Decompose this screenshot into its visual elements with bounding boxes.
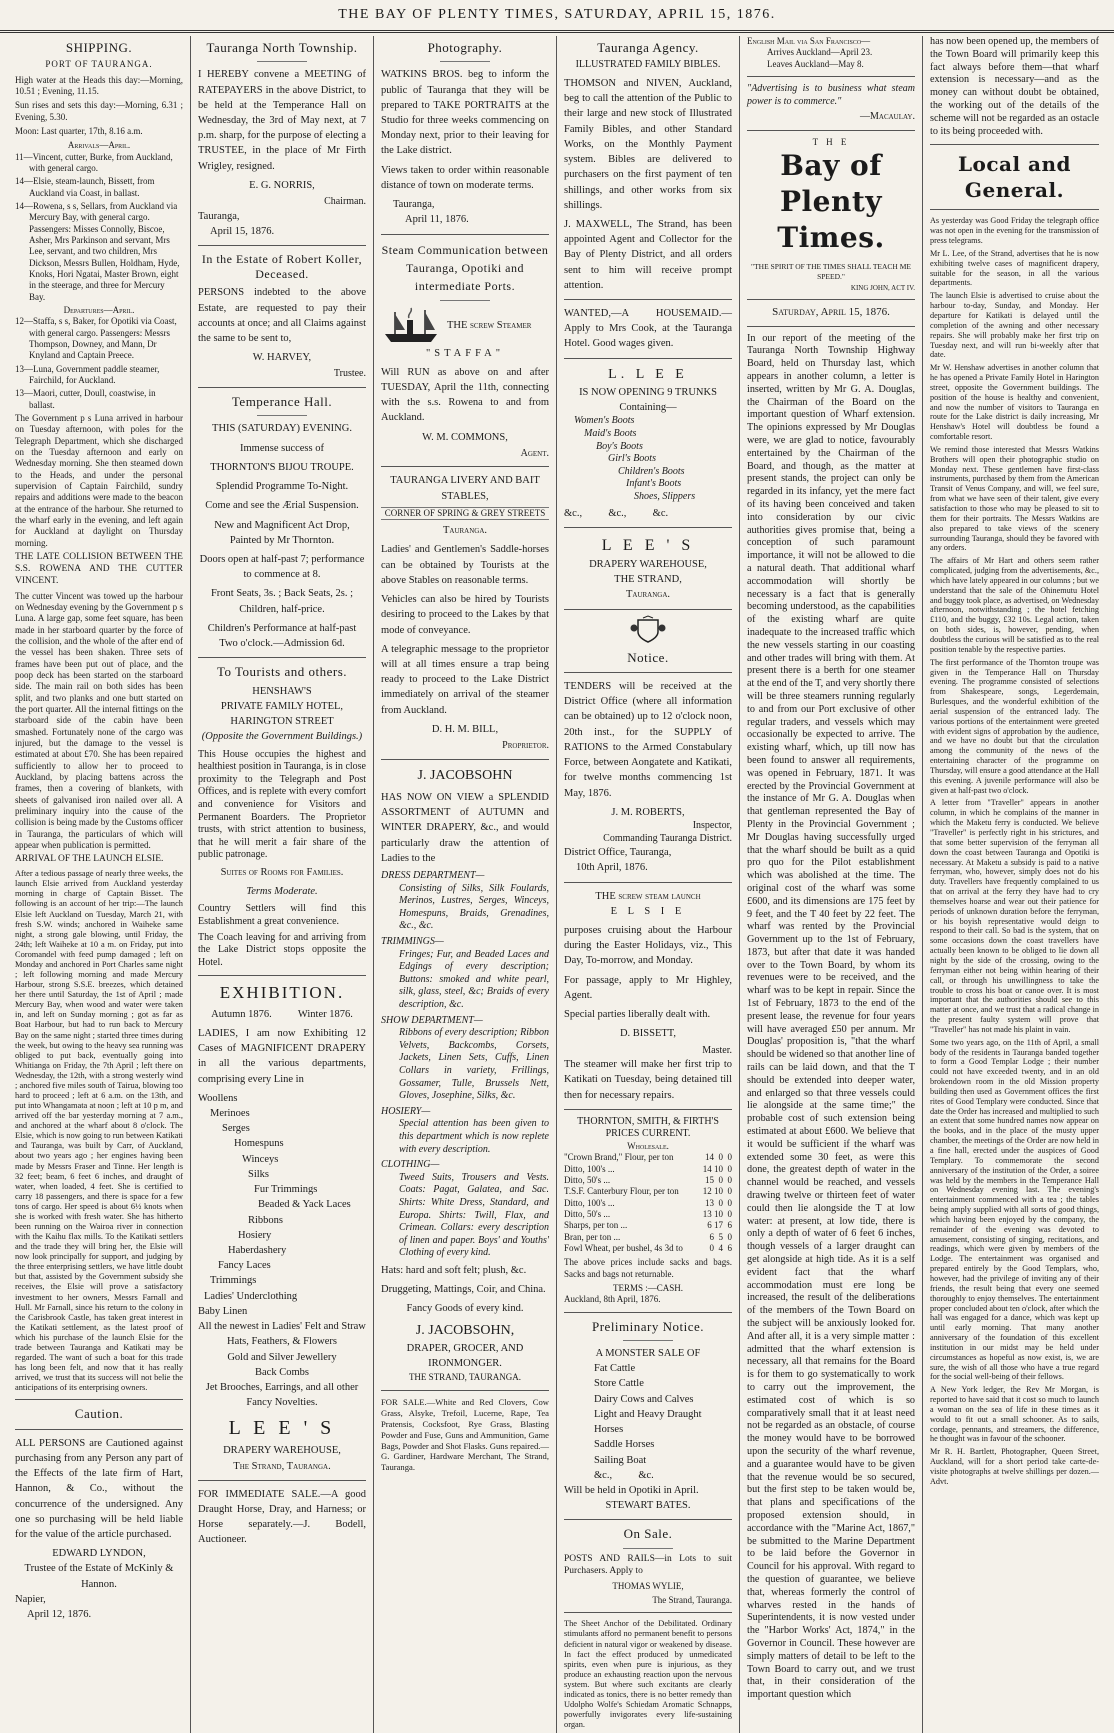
dress-heading: DRESS DEPARTMENT— bbox=[381, 870, 485, 882]
paper-motto: "THE SPIRIT OF THE TIMES SHALL TEACH ME SPEED." bbox=[751, 262, 911, 281]
sun-times: Sun rises and sets this day:—Morning, 6.31 ; Evening, 5.30. bbox=[15, 100, 183, 122]
price-row: T.S.F. Canterbury Flour, per ton 12 10 0 bbox=[564, 1186, 732, 1197]
sheet-anchor: The Sheet Anchor of the Debilitated. Ordinary stimulants afford no permanent benefit to persons deficient in natural vigor or weakened by disease. In fact the effect produced by unmedicated spirits, even when pure is injurious, as they produce an exhausting reaction upon the nervous system. But where such excitants are clearly indicated as tonics, there is no better remedy than Udolpho Wolfe's Schiedam Aromatic Schnapps, powerfully invigorates every life-sustaining organ. bbox=[564, 1619, 732, 1730]
photography-place: Tauranga, bbox=[393, 199, 435, 211]
price-row: Ditto, 50's ... 13 10 0 bbox=[564, 1208, 732, 1219]
hall-doors: Doors open at half-past 7; performance to commence at 8. bbox=[199, 553, 365, 581]
elsie-report: After a tedious passage of nearly three weeks, the launch Elsie arrived from Auckland yesterday morning in charge of Captain Bisset. The following is an account of her trip:—The launch Elsie left Auckland on Tuesday, March 21, with fresh S.W. winds; anchored in Waiheke same night, a strong gale blowing, until Friday, the 24th; left Waiheke at 10 a m. on Friday, put into Coromandel with feed pump damaged ; left on Monday and anchored in Port Charles same night ; left following morning and made Mercury Harbour, strong S.S.E. breezes, which detained her there until Saturday, the 1st of April ; made Mercury Bay, when wood and water were taken in, and left on Sunday morning ; got as far as Boat Harbour, but had to run back to Mercury Bay on the same night ; started three times during the week, but owing to the heavy sea running was obliged to put back, eventually going into Whitianga on Friday, the 7th April ; left there on Wednesday, the 12th, with a strong westerly wind ; anchored five miles south of Tairua, blowing too hard to proceed ; left at 6 a.m. on the 13th, and put into Whangamata at noon ; left at 10 p m, and arrived off the bar yesterday morning at 7 a.m., and anchored at the wharf about 8 o'clock. The Elsie, which is now going to run between Katikati and Tauranga, was built by Carr, of Auckland, about two years ago ; her engines having been made by Messrs Fraser and Tinne. Her length is 32 feet; beam, 6 feet 6 inches, and draught of water, when loaded, 4 feet. She is certified to carry 18 passengers, and there is space for a few tons of cargo. Her speed is about 6½ knots when she is worked with fresh water. She has hitherto been running on the Wairoa river in connection with the Kaihu flax mills. To the Katikati settlers and the trade they will bring her, the Elsie will now look principally for support, and judging by the three enterprising settlers, we have little doubt but that, assisted by the Government subsidy she receives, the Elsie will prove a satisfactory investment to her owners, Messrs Farnall and Hull. Mr Farnall, since his return to the colony in the Carisbrook Castle, has taken great interest in the Katikati settlement, as the latest proof of which his purchase of the launch Elsie for the trade between Tauranga and Katikati may be regarded. The want of such a boat for this trade has long been felt, and now that it has really arrived, we trust that its success will not belie the anticipations of its enterprising owners. bbox=[15, 869, 183, 1393]
livery-title: TAURANGA LIVERY AND BAIT STABLES, bbox=[390, 475, 540, 502]
lee-opening: IS NOW OPENING 9 TRUNKS bbox=[579, 386, 717, 398]
hotel-owner: HENSHAW'S bbox=[252, 685, 312, 697]
mail-leaves: Leaves Auckland—May 8. bbox=[767, 58, 864, 69]
launch-name: E L S I E bbox=[610, 905, 686, 917]
township-signature: E. G. NORRIS, bbox=[249, 179, 315, 191]
price-row: Fowl Wheat, per bushel, 4s 3d to 0 4 6 bbox=[564, 1242, 732, 1253]
hall-success: Immense success of bbox=[240, 442, 324, 454]
tender-notice: TENDERS will be received at the District Office (where all information can be obtained) up to 12 o'clock noon, 20th inst., for the SUPPLY of RATIONS to the Armed Constabulary Force, between Aongatete and Katikati, for twelve months commencing 1st May, 1876. bbox=[564, 681, 732, 799]
local-item: Mr L. Lee, of the Strand, advertises that he is now exhibiting twelve cases of magnificent drapery, suitable for the season, in all the various departments. bbox=[930, 248, 1099, 288]
photography-title: Photography. bbox=[427, 40, 503, 55]
paper-motto-source: KING JOHN, ACT IV. bbox=[850, 283, 915, 292]
steam-title: Steam Communication between Tauranga, Opotiki and intermediate Ports. bbox=[381, 242, 549, 293]
exhibition-felt: All the newest in Ladies' Felt and Straw Hats, Feathers, & Flowers bbox=[198, 1321, 366, 1348]
caution-notice: ALL PERSONS are Cautioned against purchasing from any Person any part of the Effects of the late firm of Hart, Hannon, & Co., without the concurrence of the undersigned. Any one so purchasing will be held liable for the value of the article purchased. bbox=[15, 1437, 183, 1540]
hall-children: Children's Performance at half-past Two o'clock.—Admission 6d. bbox=[207, 622, 357, 650]
clothing-heading: CLOTHING— bbox=[381, 1159, 440, 1171]
departure-item: 13—Maori, cutter, Doull, coastwise, in ballast. bbox=[15, 388, 156, 410]
arrival-item: 14—Rowena, s s, Sellars, from Auckland via Mercury Bay, with general cargo. Passengers: Misses Connolly, Biscoe, Asher, Mrs Parkinson and servant, Mrs Lee, servant, and two children, Mrs Dickson, Messrs Bullen, Holdham, Hyde, Knoks, Hori Ngatai, Master Brown, eight in the steerage, and three for Mercury Bay. bbox=[15, 200, 180, 302]
quote-author: —Macaulay. bbox=[860, 111, 915, 123]
exhibition-item: Woollens bbox=[198, 1092, 238, 1104]
jacobsohn-footer-name: J. JACOBSOHN, bbox=[415, 1322, 515, 1338]
livery-place: Tauranga. bbox=[442, 525, 488, 537]
exhibition-combs: Back Combs bbox=[255, 1366, 309, 1378]
column-shipping bbox=[8, 36, 191, 1733]
price-row: "Crown Brand," Flour, per ton 14 0 0 bbox=[564, 1152, 732, 1163]
jacobsohn-text: HAS NOW ON VIEW a SPLENDID ASSORTMENT of AUTUMN and WINTER DRAPERY, &c., and would particularly draw the attention of Ladies to the bbox=[381, 791, 549, 864]
hotel-coach: The Coach leaving for and arriving from the Lake District stops opposite the Hotel. bbox=[198, 931, 366, 968]
price-row: Ditto, 100's ... 14 10 0 bbox=[564, 1163, 732, 1174]
masthead: THE BAY OF PLENTY TIMES, SATURDAY, APRIL 15, 1876. bbox=[0, 0, 1114, 33]
show-heading: SHOW DEPARTMENT— bbox=[381, 1014, 483, 1026]
township-title: Tauranga North Township. bbox=[206, 40, 358, 55]
township-place: Tauranga, bbox=[198, 210, 240, 222]
column-agency bbox=[557, 36, 740, 1733]
lee-item: Boy's Boots bbox=[596, 440, 643, 452]
on-sale-address: The Strand, Tauranga. bbox=[652, 1595, 732, 1606]
launch-text: purposes cruising about the Harbour during the Easter Holidays, viz., This Day, To-morrow, and Monday. bbox=[564, 925, 732, 967]
exhibition-gold: Gold and Silver Jewellery bbox=[227, 1351, 337, 1363]
hosiery-heading: HOSIERY— bbox=[381, 1105, 431, 1117]
column-editorial bbox=[740, 36, 923, 1733]
exhibition-item: Ladies' Underclothing bbox=[204, 1290, 298, 1302]
clothing-text: Tweed Suits, Trousers and Vests. Coats: Pagat, Galatea, and Sac. Shirts: White Dress, Standard, and Europa. Shirts: Twill, Flax, and Crimean. Collars: every description of linen and paper. Boys' and Youths' Clothing of every kind. bbox=[399, 1171, 549, 1259]
preliminary-item: &c., &c. bbox=[594, 1469, 654, 1481]
local-item: A New York ledger, the Rev Mr Morgan, is reported to have said that it cost so much to launch a woman on the sea of life in these times as it would to fit out a small schooner. As to sails, cordage, pennants, and streamers, the difference, he thought was in favour of the schooner. bbox=[930, 1385, 1099, 1444]
local-item: We remind those interested that Messrs Watkins Brothers will open their photographic studio on Monday next. These gentlemen have first-class instruments, purchased by them from the American Transit of Venus Company, and will, we feel sure, from what we have seen of their talent, give every satisfaction to those who may be pleased to sit to them for their portraits. The Messrs Watkins are also prepared to take views of the scenery surrounding Tauranga, should they be favored with any orders. bbox=[930, 444, 1099, 553]
housemaid-wanted: WANTED,—A HOUSEMAID.—Apply to Mrs Cook, at the Tauranga Hotel. Good wages given. bbox=[564, 308, 732, 350]
jacobsohn-trade: DRAPER, GROCER, AND IRONMONGER. bbox=[406, 1342, 524, 1370]
exhibition-text: LADIES, I am now Exhibiting 12 Cases of MAGNIFICENT DRAPERY in all the various departments, comprising every Line in bbox=[198, 1027, 366, 1085]
hotel-description: This House occupies the highest and healthiest position in Tauranga, is in close proximity to the Telegraph and Post Offices, and is replete with every comfort and convenience for Visitors and Permanent Boarders. The Proprietor trusts, with strict attention to business, that he will merit a fair share of the public patronage. bbox=[198, 748, 366, 861]
launch-role: Master. bbox=[702, 1044, 732, 1056]
koller-role: Trustee. bbox=[333, 368, 366, 380]
preliminary-head: A MONSTER SALE OF bbox=[595, 1347, 701, 1359]
preliminary-item: Light and Heavy Draught Horses bbox=[594, 1408, 702, 1436]
notice-role-2: Commanding Tauranga District. bbox=[603, 832, 732, 844]
lee-item: Maid's Boots bbox=[584, 428, 637, 440]
dress-text: Consisting of Silks, Silk Foulards, Merinos, Lustres, Serges, Winceys, Homespuns, Braids, Grenadines, &c., &c. bbox=[399, 882, 549, 932]
prices-date: Auckland, 8th April, 1876. bbox=[564, 1294, 661, 1305]
exhibition-item: Trimmings bbox=[210, 1275, 257, 1287]
bibles-title: ILLUSTRATED FAMILY BIBLES. bbox=[575, 59, 721, 71]
exhibition-item: Ribbons bbox=[248, 1214, 284, 1226]
departure-item: 12—Staffa, s s, Baker, for Opotiki via Coast, with general cargo. Passengers: Messrs Thompson, Downey, and Mann, Dr Knyland and Captain Preece. bbox=[15, 316, 177, 361]
luna-report: The Government p s Luna arrived in harbour on Tuesday afternoon, with poles for the Telegraph Department, which she discharged on the Tuesday afternoon and early on Wednesday morning. She then steamed down to the Heads, and under the personal supervision of Captain Fairchild, sundry repairs and additions were made to the beacon at the entrance of the harbour. She returned to the wharf early in the evening, and left again for Auckland at daylight on Thursday morning. bbox=[15, 412, 183, 548]
lees-sub-2: DRAPERY WAREHOUSE, bbox=[589, 558, 707, 570]
lee-etc: &c., &c., &c. bbox=[564, 507, 669, 519]
horse-sale: FOR IMMEDIATE SALE.—A good Draught Horse, Dray, and Harness; or Horse separately.—J. Bodell, Auctioneer. bbox=[198, 1488, 366, 1546]
editorial-text: In our report of the meeting of the Tauranga North Township Highway Board, held on Thursday last, which appears in another column, a letter is inserted, written by Mr G. A. Douglas, the Chairman of the Board on the important question of Wharf extension. The opinions expressed by Mr Douglas were, we are glad to notice, favourably entertained by the Chairman of the Board, and though, as the matter at present stands, the project can only be regarded in its infancy, yet the mere fact of its having been conceived and taken into consideration by our civic authorities gives promise that, being a conception of such paramount importance, it will not be allowed to die a natural death. That additional wharf accommodation will shortly be necessary is a fact that is generally becoming understood, as the capabilities of the existing wharf are quite inadequate to the increased traffic which the new vessels starting in our coasting and other trades will bring with them. At present there is a berth for one steamer at the end of the T, and very shortly there will be three steamers running regularly to and from our Port exclusive of other regular traders, and vessels which may occasionally be expected to arrive. The existing wharf, which, up till now has been found to answer all requirements, was opened in February, 1871. It was erected by the Provincial Government at the instance of Mr G. A. Douglas when that gentleman represented the Bay of Plenty in the Provincial Government ; Mr Douglas having successfully urged that the wharf should be built as a quid pro quo for the Pilot establishment which was abolished at the time. The original cost of the wharf was some £600, and its dimensions are 175 feet by 9 feet, and the T 40 feet by 22 feet. The wharf was rented by the Provincial Government up to the 1st of February, 1873, but after that date it was handed over to the Town Board, by whom its revenues were to be received, and the wharf was to be kept in repair. Since the 1st of February, 1873 to the end of the present lease, the revenue for four years will have averaged £50 per annum. Mr Douglas' proposition is, "that the wharf should be widened so that another line of rails can be laid down, and that the T should be extended into deeper water, and enlarged so that three vessels could lie alongside at the same time;" the probable cost of such extension being estimated at about £600. We believe that it would be sufficient if the wharf was extended some 30 feet, as were this done, the greatest depth of water in the channel would be reached, and vessels drawing twelve or thirteen feet of water could then lie alongside the T at low water: at present, at low tide, there is only a depth of water of 6 feet 6 inches, though vessels of a larger draught can get alongside at high tide. As it is a self evident fact that the wharf accommodation must ere long be increased, the result of the deliberations of the members of the Town Board on the subject will be anxiously looked for. And after all, it is a very simple matter : admitted that the wharf extension is necessary, all that remains for the Board is for them to go systematically to work to carry out the improvement, the estimated cost of which is so comparatively small that it at least need not be regarded as an obstacle, of course the money would have to be borrowed upon the security of the wharf revenue, and a guarantee would have to be given that the revenue would be so secured, but the first step to be taken would be, that plans and specifications of the proposed extension should, in accordance with the "Marine Act, 1867," be submitted to the Marine Department to be laid before the Governor in Council for his approval. With regard to the question of guarantee, we believe that, whereas formerly the control of wharves rested in the hands of Superintendents, it is now vested under the "Harbor Works' Act, 1874," in the Governor in Council. These however are simply matters of detail to be left to the Town Board to carry out, and we trust that, in their consideration of the important question which bbox=[747, 332, 915, 1701]
hall-prices: Front Seats, 3s. ; Back Seats, 2s. ; Children, half-price. bbox=[210, 588, 354, 615]
notice-signature: J. M. ROBERTS, bbox=[611, 806, 685, 818]
exhibition-item: Winceys bbox=[242, 1153, 279, 1165]
column-notices bbox=[191, 36, 374, 1733]
livery-text-1: Ladies' and Gentlemen's Saddle-horses can be obtained by Tourists at the above Stables on reasonable terms. bbox=[381, 544, 549, 586]
preliminary-item: Store Cattle bbox=[594, 1378, 644, 1390]
steamer-signature: W. M. COMMONS, bbox=[422, 431, 508, 443]
lees-strand: THE STRAND, bbox=[614, 574, 682, 586]
exhibition-title: EXHIBITION. bbox=[219, 983, 345, 1003]
elsie-heading: ARRIVAL OF THE LAUNCH ELSIE. bbox=[15, 854, 164, 865]
hall-drop: New and Magnificent Act Drop, Painted by Mr Thornton. bbox=[214, 519, 350, 546]
seed-sale: FOR SALE.—White and Red Clovers, Cow Grass, Alsyke, Trefoil, Lucerne, Rape, Tea Pratensis, Cocksfoot, Rye Grass, Blasting Powder and Fuse, Guns and Ammunition, Game Bags, Powder and Shot Flasks. Guns repaired.—G. Gardiner, Hardware Merchant, The Strand, Tauranga. bbox=[381, 1397, 549, 1473]
port-heading: PORT OF TAURANGA. bbox=[45, 59, 153, 70]
arrivals-heading: Arrivals—April. bbox=[67, 140, 131, 151]
lees-sub: DRAPERY WAREHOUSE, bbox=[223, 1445, 341, 1457]
coat-of-arms-icon bbox=[630, 616, 666, 644]
lees-place: Tauranga. bbox=[625, 589, 671, 601]
mail-arrives: Arrives Auckland—April 23. bbox=[767, 47, 873, 58]
township-notice: I HEREBY convene a MEETING of RATEPAYERS in the above District, to be held at the Temperance Hall on Wednesday, the 3rd of May next, at 7 p.m. sharp, for the purpose of electing a TRUSTEE, in the place of Mr Firth Wrigley, resigned. bbox=[198, 69, 366, 172]
township-role: Chairman. bbox=[324, 196, 366, 208]
departures-heading: Departures—April. bbox=[63, 304, 135, 315]
exhibition-item: Fancy Laces bbox=[218, 1260, 271, 1272]
hotel-suites: Suites of Rooms for Families. bbox=[220, 866, 344, 878]
trimmings-text: Fringes; Fur, and Beaded Laces and Edgings of every description; Buttons: smoked and white pearl, silk, glass, steel, &c; Braids of every description, &c. bbox=[399, 948, 549, 1010]
livery-text-2: Vehicles can also be hired by Tourists desiring to proceed to the Lakes by that mode of conveyance. bbox=[381, 594, 549, 636]
photography-date: April 11, 1876. bbox=[405, 214, 469, 226]
exhibition-item: Merinoes bbox=[210, 1108, 250, 1119]
on-sale-title: On Sale. bbox=[623, 1526, 673, 1542]
lee-item: Children's Boots bbox=[618, 465, 685, 477]
editorial-date: Saturday, April 15, 1876. bbox=[772, 305, 890, 318]
steamer-role: Agent. bbox=[520, 447, 549, 459]
paper-title: Bay of Plenty Times. bbox=[777, 149, 885, 255]
hall-programme: Splendid Programme To-Night. bbox=[215, 481, 349, 493]
paper-the: T H E bbox=[812, 136, 850, 147]
lee-item: Girl's Boots bbox=[608, 453, 656, 465]
shipping-title: SHIPPING. bbox=[65, 40, 133, 55]
local-news-title: Local and General. bbox=[957, 152, 1072, 203]
hall-troupe: THORNTON'S BIJOU TROUPE. bbox=[210, 461, 354, 473]
newspaper-columns bbox=[8, 36, 1106, 1730]
launch-fares: Special parties liberally dealt with. bbox=[564, 1009, 711, 1021]
hotel-settlers: Country Settlers will find this Establishment a great convenience. bbox=[198, 903, 366, 927]
on-sale-text: POSTS AND RAILS—in Lots to suit Purchasers. Apply to bbox=[564, 1553, 732, 1576]
collision-report: The cutter Vincent was towed up the harbour on Wednesday evening by the Government p s Luna. A large gap, some feet square, has been made in her starboard quarter by the force of the collision, and the whole of the after end of the vessel has been shaken. Three sets of frames have been put out of place, and the poop deck has been started on the starboard side. The main rail on both sides has been split, and two planks and one butt started on the port quarter. All the internal fittings on the starboard side of the cabin have been smashed. Fortunately none of the cargo was injured, but the damage to the vessel is estimated at about £70. She has been repaired sufficiently to allow her to proceed to Auckland, by placing battens across the frames, then a covering of blankets, with sheets of galvanised iron nailed over all. A preliminary inquiry into the cause of the collision is being made by the Customs officer in Tauranga, the particulars of which will appear when publication is permitted. bbox=[15, 590, 183, 850]
editorial-continued: has now been opened up, the members of the Town Board will primarily keep this fact always before them—that wharf extension is necessary—and as the money can without doubt be obtained, the working out of the details of the scheme will not be regarded as an ostacle to its being proceeded with. bbox=[930, 36, 1099, 137]
bibles-notice: THOMSON and NIVEN, Auckland, beg to call the attention of the Public to their large and new stock of Illustrated Family Bibles, and other Standard Works, on the Monthly Payment system. Bibles are delivered to purchasers on the first payment of ten shillings, and other works from six shillings. bbox=[564, 77, 732, 211]
moon-phase: Moon: Last quarter, 17th, 8.16 a.m. bbox=[15, 126, 143, 137]
exhibition-item: Baby Linen bbox=[198, 1305, 248, 1317]
lees-name: L E E ' S bbox=[228, 1417, 336, 1440]
price-row: Ditto, 50's ... 15 0 0 bbox=[564, 1175, 732, 1185]
on-sale-signature: THOMAS WYLIE, bbox=[612, 1580, 684, 1591]
steamer-schedule: Will RUN as above on and after TUESDAY, April the 11th, connecting with the s.s. Rowena to and from Auckland. bbox=[381, 366, 549, 424]
lee-item: Infant's Boots bbox=[626, 478, 682, 490]
notice-title: Notice. bbox=[627, 649, 669, 665]
hotel-opposite: (Opposite the Government Buildings.) bbox=[201, 731, 363, 743]
mail-label: English Mail via San Francisco— bbox=[747, 36, 871, 46]
launch-intro: THE screw steam launch bbox=[595, 890, 701, 902]
koller-signature: W. HARVEY, bbox=[252, 352, 312, 364]
arrival-item: 14—Elsie, steam-launch, Bissett, from Auckland via Coast, in ballast. bbox=[15, 176, 155, 198]
exhibition-item: Haberdashery bbox=[228, 1244, 287, 1256]
steamer-icon bbox=[381, 306, 441, 346]
lees-name-2: L E E ' S bbox=[601, 536, 695, 554]
lee-item: Women's Boots bbox=[574, 415, 635, 427]
preliminary-where: Will be held in Opotiki in April. bbox=[564, 1484, 699, 1496]
notice-date: 10th April, 1876. bbox=[576, 862, 648, 874]
livery-corner: CORNER OF SPRING & GREY STREETS bbox=[381, 507, 549, 520]
caution-signature: EDWARD LYNDON, bbox=[52, 1548, 146, 1560]
local-item: As yesterday was Good Friday the telegraph office was not open in the evening for the transmission of press telegrams. bbox=[930, 216, 1099, 246]
hotel-name: PRIVATE FAMILY HOTEL, bbox=[220, 700, 344, 712]
caution-trustee: Trustee of the Estate of McKinly & Hannon. bbox=[24, 1563, 174, 1590]
lee-containing: Containing— bbox=[619, 402, 677, 414]
lee-name: L. L E E bbox=[608, 366, 688, 382]
launch-passage: For passage, apply to Mr Highley, Agent. bbox=[564, 974, 732, 1001]
hats-line: Hats: hard and soft felt; plush, &c. bbox=[381, 1264, 527, 1276]
prices-table bbox=[564, 1152, 732, 1254]
price-row: Bran, per ton ... 6 5 0 bbox=[564, 1231, 732, 1242]
notice-role-1: Inspector, bbox=[692, 819, 732, 831]
exhibition-item: Silks bbox=[248, 1168, 270, 1180]
tides: High water at the Heads this day:—Morning, 10.51 ; Evening, 11.15. bbox=[15, 74, 183, 97]
exhibition-seasons: Autumn 1876. Winter 1876. bbox=[211, 1008, 353, 1020]
preliminary-signature: STEWART BATES. bbox=[605, 1500, 691, 1512]
prices-terms: TERMS :—CASH. bbox=[612, 1282, 683, 1293]
local-item: Some two years ago, on the 11th of April, a small body of the residents in Tauranga banded together to form a Good Templar Lodge ; their number could not have exceeded twenty, and in an old brokendown room in the old Mission property building then used as Government offices the first rites of Good Templary were conducted. Since that date the Order has increased and multiplied to such an extent that some hundred names now appear on the books, and in the place of the musty upper chamber, the meetings of the Order are now held in a fine hall, erected under the auspices of Good Templary. To commemorate the second anniversary of the institution of the Order, a soiree was held by the members in the Temperance Hall on Wednesday evening last. The evening's entertainment commenced with a tea ; the tables being amply supplied with all sorts of good things, which having been enjoyed by the company, the remainder of the evening was devoted to amusement, consisting of singing, recitations, and readings, which were given by members of the Lodge. The entertainment was organised and prepared entirely by the Good Templars, who, however, had the privilege of inviting any of their friends, the result being that every one seemed thoroughly to enjoy themselves. The entertainment proper concluded about ten o'clock, after which the hall was engaged for a dance, which was kept up until early morning. That many another anniversary of the foundation of this excellent institution in our midst may be held under circumstances as hopeful as now exist, is, we are sure, the wish of all those who have a true regard for the social well-being of their fellows. bbox=[930, 1037, 1099, 1382]
lees-address: The Strand, Tauranga. bbox=[233, 1460, 331, 1472]
advertising-quote: "Advertising is to business what steam power is to commerce." bbox=[747, 82, 915, 107]
exhibition-item: Homespuns bbox=[234, 1138, 284, 1150]
preliminary-item: Dairy Cows and Calves bbox=[594, 1393, 694, 1405]
jacobsohn-address: THE STRAND, TAURANGA. bbox=[408, 1372, 522, 1383]
koller-notice: PERSONS indebted to the above Estate, are requested to pay their accounts at once; and all Claims against the same to be sent to, bbox=[198, 287, 366, 345]
exhibition-jet: Jet Brooches, Earrings, and all other Fancy Novelties. bbox=[205, 1381, 359, 1409]
hosiery-text: Special attention has been given to this department which is now replete with every description. bbox=[399, 1118, 549, 1155]
show-text: Ribbons of every description; Ribbon Velvets, Backcombs, Corsets, Jackets, Linen Sets, Cuffs, Linen Collars in variety, Frillings, Gossamer, Tulle, Brussels Nett, Gloves, Josephine, Silks, &c. bbox=[399, 1027, 549, 1102]
jacobsohn-title: J. JACOBSOHN bbox=[417, 767, 513, 783]
trimmings-heading: TRIMMINGS— bbox=[381, 936, 444, 948]
tourists-title: To Tourists and others. bbox=[216, 664, 348, 680]
photography-views: Views taken to order within reasonable distance of town on moderate terms. bbox=[381, 164, 549, 191]
local-item: The first performance of the Thornton troupe was given in the Temperance Hall on Thursday evening. The programme consisted of selections from Shakespeare, songs, Legerdemain, Burlesques, and the wonderful exhibition of the aerial suspension of the entranced lady. The various portions of the entertainment were greeted with evident signs of approbation by the audience, and we have no doubt but that the circulation among the community of the news of the entertaining character of the programme on Thursday, will ensure a good attendance at the Hall this evening. A juvenile performance will also be given at half-past two o'clock. bbox=[930, 657, 1099, 795]
exhibition-item: Fur Trimmings bbox=[254, 1184, 318, 1196]
steamer-intro: THE screw Steamer bbox=[447, 319, 532, 331]
prices-title: THORNTON, SMITH, & FIRTH'S PRICES CURRENT. bbox=[577, 1115, 719, 1140]
caution-title: Caution. bbox=[74, 1406, 124, 1422]
druggeting-line: Druggeting, Mattings, Coir, and China. bbox=[381, 1284, 546, 1296]
preliminary-title: Preliminary Notice. bbox=[591, 1318, 705, 1334]
launch-signature: D. BISSETT, bbox=[619, 1028, 677, 1040]
township-date: April 15, 1876. bbox=[210, 225, 275, 237]
preliminary-item: Saddle Horses bbox=[594, 1439, 655, 1451]
caution-place: Napier, bbox=[15, 1593, 46, 1605]
photography-notice: WATKINS BROS. beg to inform the public of Tauranga that they will be prepared to TAKE PORTRAITS at the Studio for three weeks commencing on Monday next, prior to their leaving for the Lake district. bbox=[381, 69, 549, 157]
prices-wholesale: Wholesale. bbox=[627, 1141, 669, 1152]
hall-when: THIS (SATURDAY) EVENING. bbox=[212, 423, 352, 435]
exhibition-item: Beaded & Yack Laces bbox=[258, 1199, 351, 1211]
koller-title: In the Estate of Robert Koller, Deceased. bbox=[201, 252, 363, 282]
livery-signature: D. H. M. BILL, bbox=[431, 723, 499, 735]
arrival-item: 11—Vincent, cutter, Burke, from Auckland, with general cargo. bbox=[15, 151, 173, 173]
livery-role: Proprietor. bbox=[502, 740, 549, 752]
caution-date: April 12, 1876. bbox=[27, 1609, 92, 1621]
local-item: Mr W. Henshaw advertises in another column that he has opened a Private Family Hotel in Harington street, opposite the Government buildings. The position of the house is healthy and convenient, and now the number of visitors to Tauranga en route for the Lake district is daily increasing, Mr Henshaw's Hotel will doubtless be found a comfortable resort. bbox=[930, 363, 1099, 442]
price-row: Ditto, 100's ... 13 0 0 bbox=[564, 1197, 732, 1208]
maxwell-notice: J. MAXWELL, The Strand, has been appointed Agent and Collector for the Bay of Plenty District, and all orders sent to him will receive prompt attention. bbox=[564, 218, 732, 291]
hotel-street: HARINGTON STREET bbox=[230, 716, 334, 728]
collision-heading: THE LATE COLLISION BETWEEN THE S.S. ROWENA AND THE CUTTER VINCENT. bbox=[15, 551, 183, 586]
steamer-name: "STAFFA" bbox=[425, 347, 505, 359]
lee-item: Shoes, Slippers bbox=[634, 490, 696, 502]
preliminary-item: Fat Cattle bbox=[594, 1363, 636, 1375]
local-item: The affairs of Mr Hart and others seem rather complicated, judging from the advertisements, &c., which have lately appeared in our columns ; but we understand that the sale of the Ohinemutu Hotel and buggy took place, as advertised, on Wednesday afternoon, notwithstanding ; the hotel fetching £110, and the buggy, £32 10s. Legal action, taken on both sides, is, however, pending, when doubtless the curious will be satisfied as to the real position tenable by the respective parties. bbox=[930, 556, 1099, 654]
launch-katikati: The steamer will make her first trip to Katikati on Tuesday, being detained till then for necessary repairs. bbox=[564, 1059, 732, 1101]
preliminary-item: Sailing Boat bbox=[594, 1454, 647, 1466]
temperance-hall-title: Temperance Hall. bbox=[231, 394, 333, 410]
column-advertisements bbox=[374, 36, 557, 1733]
prices-note: The above prices include sacks and bags. Sacks and bags not returnable. bbox=[564, 1257, 732, 1279]
local-item: A letter from "Traveller" appears in another column, in which he complains of the manner in which the Maketu ferry is conducted. We believe "Traveller" is perfectly right in his strictures, and that some better supervision of the ferryman all down the coast between Tauranga and Opotiki is necessary. At Maketu a subsidy is paid to a native ferryman, who, however, simply does not do his duty. Travellers have frequently complained to us that on arrival at the ferry they have had to cry themselves hoarse and wear out their patience for periods of unknown duration before the ferryman, or his boyish representative would deign to respond to their call. So bad is the system, that on some occasions down the coast travellers have actually been known to be obliged to lie down all night by the side of the crossing, owing to the ferryman either not being within hearing of their call, or through his unwillingness to take the trouble to cross his boat or canoe over. It is most important that the authorities should see to this matter at once, and we trust that a radical change in the present faulty system will prove that "Traveller" has not made his plaint in vain. bbox=[930, 798, 1099, 1034]
notice-office: District Office, Tauranga, bbox=[564, 847, 672, 859]
fancy-goods-line: Fancy Goods of every kind. bbox=[406, 1303, 524, 1315]
agency-title: Tauranga Agency. bbox=[597, 40, 699, 55]
price-row: Sharps, per ton ... 6 17 6 bbox=[564, 1220, 732, 1231]
exhibition-item: Hosiery bbox=[238, 1229, 272, 1241]
hotel-terms: Terms Moderate. bbox=[246, 886, 318, 898]
column-local-news bbox=[923, 36, 1106, 1733]
local-item: Mr R. H. Bartlett, Photographer, Queen Street, Auckland, will for a short period take carte-de-visite photographs at twelve shillings per dozen.—Advt. bbox=[930, 1447, 1099, 1486]
hall-aerial: Come and see the Ærial Suspension. bbox=[205, 500, 359, 512]
exhibition-item: Serges bbox=[222, 1123, 250, 1135]
departure-item: 13—Luna, Government paddle steamer, Fairchild, for Auckland. bbox=[15, 363, 160, 385]
livery-text-3: A telegraphic message to the proprietor will at all times ensure a trap being ready to proceed to the Lake District immediately on arrival of the steamer from Auckland. bbox=[381, 643, 549, 716]
local-item: The launch Elsie is advertised to cruise about the harbour to-day, Sunday, and Monday. Her departure for Katikati is delayed until the completion of the awning and other necessary repairs. She will probably make her first trip on Tuesday next, and will run bi-weekly after that date. bbox=[930, 291, 1099, 360]
